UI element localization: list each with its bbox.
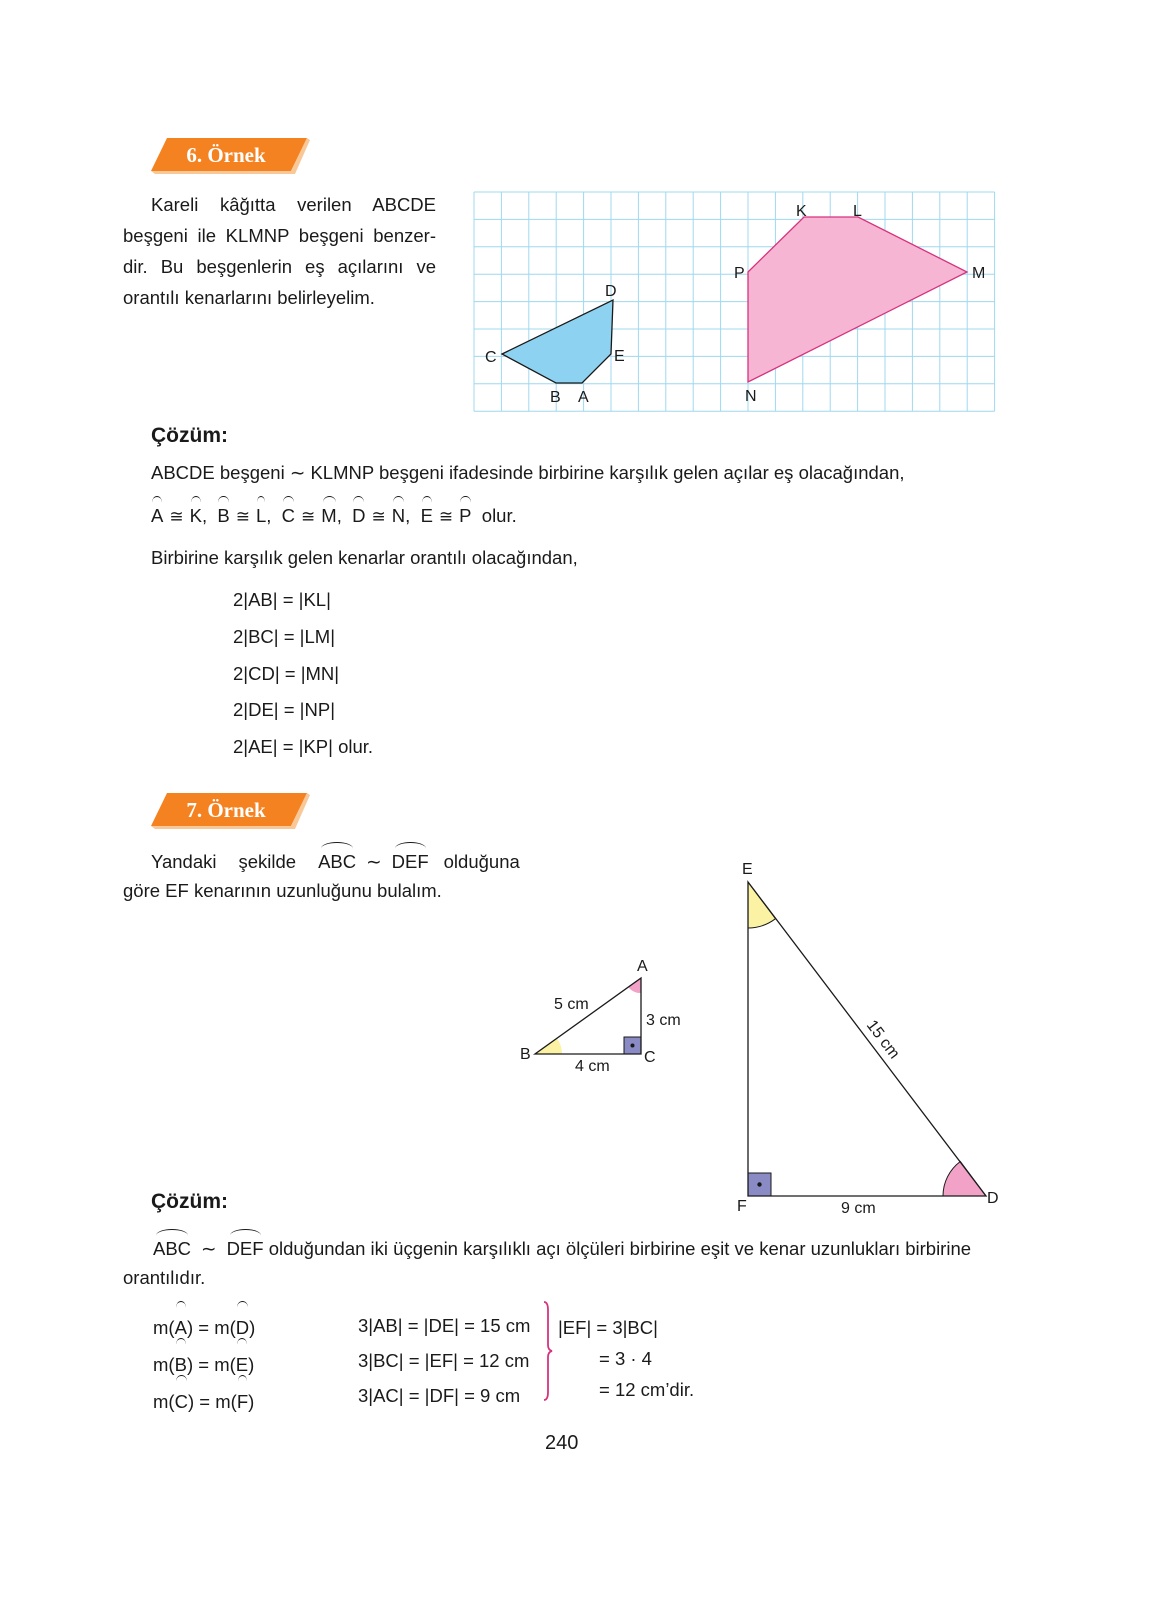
- example-7-tag: [151, 793, 311, 830]
- word: Yandaki: [151, 851, 217, 872]
- word: olduğuna: [443, 851, 520, 872]
- label-l: L: [853, 203, 862, 220]
- label-f: F: [737, 1198, 747, 1215]
- side-ratio: 2|BC| = |LM|: [233, 625, 335, 647]
- problem-line: dir. Bu beşgenlerin eş açılarını ve: [123, 256, 436, 277]
- label-e: E: [742, 861, 753, 878]
- angle-equality: m(C) = m(F): [153, 1382, 255, 1419]
- angle-line-end: olur.: [481, 505, 517, 526]
- separator: ,: [266, 505, 272, 526]
- separator: ,: [336, 505, 342, 526]
- example-7-title: 7. Örnek: [186, 798, 266, 822]
- example-6-title: 6. Örnek: [186, 143, 266, 167]
- side-ratio-list: [233, 582, 373, 766]
- small-triangle-abc: [510, 955, 700, 1080]
- angle-a: A: [175, 1308, 187, 1345]
- separator: ,: [201, 505, 208, 526]
- label-e: E: [614, 348, 625, 365]
- side-ratio: 2|DE| = |NP|: [233, 699, 335, 721]
- pentagon-abcde: [502, 300, 613, 383]
- congruent-symbol: ≅: [301, 507, 316, 526]
- brace: [540, 1300, 554, 1402]
- congruent-symbol: ≅: [438, 507, 454, 526]
- result-line: = 3 · 4: [599, 1348, 652, 1369]
- angle-n: N: [391, 505, 406, 526]
- angle-equality: m(B) = m(E): [153, 1345, 255, 1382]
- side-ratio: 2|AE| = |KP| olur.: [233, 736, 374, 758]
- side-fd-length: 9 cm: [841, 1200, 876, 1217]
- example-7-solution-line-2: orantılıdır.: [123, 1267, 206, 1288]
- side-equality: 3|AB| = |DE| = 15 cm: [358, 1315, 531, 1336]
- solution-text: olduğundan iki üçgenin karşılıklı açı ölçüleri birbirine eşit ve kenar uzunlukları birbirine: [268, 1238, 972, 1259]
- label-c: C: [485, 349, 497, 366]
- triangle-abc: ABC: [153, 1238, 192, 1259]
- angle-m: M: [321, 505, 337, 526]
- angle-e: E: [420, 505, 433, 526]
- label-b: B: [520, 1046, 531, 1063]
- example-6-tag: [151, 138, 311, 175]
- angle-p: P: [459, 505, 472, 526]
- big-triangle-def: [735, 855, 1010, 1220]
- side-equality-list: [358, 1308, 530, 1413]
- problem-line: beşgeni ile KLMNP beşgeni benzer-: [123, 225, 436, 246]
- angle-b: B: [217, 505, 230, 526]
- problem-line: Kareli kâğıtta verilen ABCDE: [151, 194, 436, 215]
- example-7-solution-heading: Çözüm:: [151, 1190, 228, 1213]
- separator: ,: [405, 505, 411, 526]
- angle-e-marker: [748, 882, 776, 928]
- label-b: B: [550, 389, 561, 406]
- label-a: A: [637, 958, 648, 975]
- angle-d: D: [352, 505, 366, 526]
- example-6-problem: [123, 189, 436, 313]
- example-6-solution-intro: ABCDE beşgeni ∼ KLMNP beşgeni ifadesinde birbirine karşılık gelen açılar eş olacağından,: [151, 462, 905, 483]
- congruent-symbol: ≅: [371, 507, 386, 526]
- ef-result: [558, 1312, 718, 1405]
- label-m: M: [972, 265, 986, 282]
- similar-symbol: ∼: [201, 1238, 217, 1259]
- label-a: A: [578, 389, 589, 406]
- example-7-problem-line-1: [151, 849, 520, 873]
- angle-equality-list: [153, 1308, 255, 1419]
- side-bc-length: 4 cm: [575, 1058, 610, 1075]
- result-line: = 12 cm’dir.: [599, 1379, 695, 1400]
- label-d: D: [987, 1190, 999, 1207]
- label-k: K: [796, 203, 807, 220]
- pentagon-grid-figure: [468, 186, 1003, 418]
- angle-f: F: [237, 1382, 248, 1419]
- angle-e: E: [236, 1345, 248, 1382]
- example-7-solution-line-1: [153, 1236, 971, 1260]
- label-p: P: [734, 265, 745, 282]
- example-7-problem-line-2: göre EF kenarının uzunluğunu bulalım.: [123, 880, 442, 901]
- angle-equality: m(A) = m(D): [153, 1308, 255, 1345]
- side-ratio: 2|CD| = |MN|: [233, 662, 340, 684]
- word: şekilde: [238, 851, 297, 872]
- side-ac-length: 3 cm: [646, 1012, 681, 1029]
- problem-line: orantılı kenarlarını belirleyelim.: [123, 287, 375, 308]
- sides-intro: Birbirine karşılık gelen kenarlar orantılı olacağından,: [151, 547, 578, 568]
- triangle-def: DEF: [391, 851, 429, 872]
- result-line: |EF| = 3|BC|: [558, 1317, 658, 1338]
- side-ratio: 2|AB| = |KL|: [233, 589, 331, 610]
- angle-congruence-line: [151, 503, 517, 527]
- angle-d: D: [236, 1308, 249, 1345]
- label-n: N: [745, 388, 757, 405]
- side-equality: 3|BC| = |EF| = 12 cm: [358, 1350, 530, 1371]
- congruent-symbol: ≅: [169, 507, 184, 526]
- side-ab-length: 5 cm: [554, 996, 589, 1013]
- example-6-solution-heading: Çözüm:: [151, 424, 228, 447]
- similar-symbol: ∼: [366, 851, 382, 872]
- angle-b: B: [175, 1345, 187, 1382]
- page-number: 240: [545, 1432, 579, 1454]
- side-ed-length: 15 cm: [862, 1017, 903, 1063]
- label-c: C: [644, 1049, 656, 1066]
- side-equality: 3|AC| = |DF| = 9 cm: [358, 1385, 521, 1406]
- triangle-abc: ABC: [318, 851, 357, 872]
- angle-c: C: [175, 1382, 188, 1419]
- angle-c: C: [281, 505, 296, 526]
- angle-a: A: [151, 505, 164, 526]
- triangle-def: DEF: [226, 1238, 264, 1259]
- angle-k: K: [189, 505, 202, 526]
- congruent-symbol: ≅: [235, 507, 250, 526]
- label-d: D: [605, 283, 617, 300]
- angle-l: L: [255, 505, 267, 526]
